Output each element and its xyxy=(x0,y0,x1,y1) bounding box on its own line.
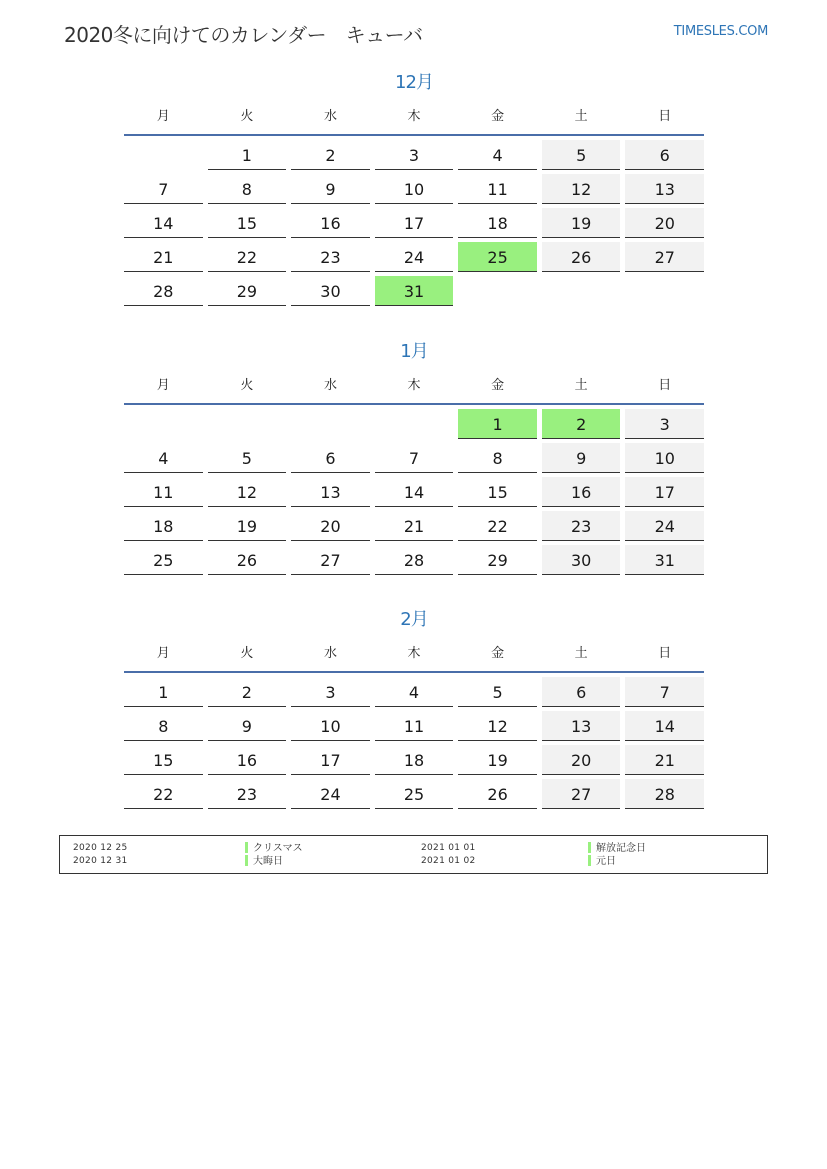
day-cell: 21 xyxy=(124,242,203,272)
day-cell: 5 xyxy=(458,677,537,707)
day-cell: 17 xyxy=(625,477,704,507)
day-cell: 14 xyxy=(625,711,704,741)
holiday-date: 2020 12 25 xyxy=(73,843,128,853)
week-row xyxy=(124,443,704,473)
day-cell: 18 xyxy=(124,511,203,541)
legend-row xyxy=(60,855,767,868)
day-cell: 6 xyxy=(542,677,621,707)
day-cell: 26 xyxy=(458,779,537,809)
month-title: 1月 xyxy=(400,341,428,362)
day-cell: 4 xyxy=(124,443,203,473)
week-row xyxy=(124,477,704,507)
day-cell: 24 xyxy=(625,511,704,541)
week-row xyxy=(124,677,704,707)
day-cell: 22 xyxy=(458,511,537,541)
day-cell: 9 xyxy=(208,711,287,741)
day-cell: 13 xyxy=(291,477,370,507)
week-row xyxy=(124,242,704,272)
day-cell: 5 xyxy=(208,443,287,473)
day-cell: 31 xyxy=(625,545,704,575)
day-cell: 16 xyxy=(208,745,287,775)
day-cell: 17 xyxy=(291,745,370,775)
day-cell: 10 xyxy=(291,711,370,741)
weekday-header xyxy=(124,641,704,673)
weekday-label: 月 xyxy=(156,109,170,124)
day-cell: 27 xyxy=(625,242,704,272)
day-cell: 26 xyxy=(208,545,287,575)
holiday-marker xyxy=(588,855,591,866)
day-cell: 19 xyxy=(208,511,287,541)
day-cell: 22 xyxy=(208,242,287,272)
day-cell: 3 xyxy=(625,409,704,439)
empty-day-cell xyxy=(625,276,704,306)
weekday-label: 土 xyxy=(574,646,588,661)
day-cell: 23 xyxy=(542,511,621,541)
holiday-date: 2020 12 31 xyxy=(73,856,128,866)
day-cell: 16 xyxy=(542,477,621,507)
day-cell: 29 xyxy=(208,276,287,306)
day-cell: 28 xyxy=(124,276,203,306)
day-cell: 11 xyxy=(124,477,203,507)
weekday-label: 木 xyxy=(407,646,421,661)
empty-day-cell xyxy=(458,276,537,306)
day-cell: 21 xyxy=(375,511,454,541)
day-cell: 10 xyxy=(375,174,454,204)
day-cell: 11 xyxy=(458,174,537,204)
day-cell: 30 xyxy=(542,545,621,575)
weekday-label: 水 xyxy=(323,646,337,661)
holiday-marker xyxy=(245,855,248,866)
day-cell: 9 xyxy=(291,174,370,204)
day-cell: 27 xyxy=(542,779,621,809)
week-row xyxy=(124,779,704,809)
day-cell: 19 xyxy=(542,208,621,238)
day-cell: 27 xyxy=(291,545,370,575)
day-cell: 31 xyxy=(375,276,454,306)
day-cell: 11 xyxy=(375,711,454,741)
day-cell: 22 xyxy=(124,779,203,809)
weekday-label: 月 xyxy=(156,378,170,393)
week-row xyxy=(124,276,704,306)
month-january xyxy=(124,339,704,579)
week-row xyxy=(124,409,704,439)
day-cell: 8 xyxy=(458,443,537,473)
day-cell: 12 xyxy=(542,174,621,204)
day-cell: 23 xyxy=(291,242,370,272)
weekday-label: 火 xyxy=(240,378,254,393)
day-cell: 4 xyxy=(375,677,454,707)
weekday-label: 火 xyxy=(240,646,254,661)
empty-day-cell xyxy=(208,409,287,439)
day-cell: 14 xyxy=(375,477,454,507)
weekday-label: 木 xyxy=(407,109,421,124)
day-cell: 8 xyxy=(208,174,287,204)
day-cell: 21 xyxy=(625,745,704,775)
day-cell: 24 xyxy=(291,779,370,809)
site-link[interactable]: TIMESLES.COM xyxy=(673,24,768,39)
day-grid xyxy=(124,409,704,575)
holiday-entry xyxy=(588,842,646,855)
day-cell: 28 xyxy=(625,779,704,809)
day-cell: 6 xyxy=(291,443,370,473)
weekday-label: 水 xyxy=(323,378,337,393)
weekday-label: 金 xyxy=(491,109,505,124)
week-row xyxy=(124,711,704,741)
day-cell: 28 xyxy=(375,545,454,575)
week-row xyxy=(124,140,704,170)
holiday-name: 元日 xyxy=(596,856,616,867)
weekday-label: 火 xyxy=(240,109,254,124)
day-cell: 23 xyxy=(208,779,287,809)
day-cell: 20 xyxy=(291,511,370,541)
holiday-name: 解放記念日 xyxy=(596,843,646,854)
day-cell: 20 xyxy=(542,745,621,775)
day-cell: 9 xyxy=(542,443,621,473)
month-title: 2月 xyxy=(400,609,428,630)
day-cell: 15 xyxy=(124,745,203,775)
holiday-legend xyxy=(59,835,768,874)
week-row xyxy=(124,745,704,775)
legend-row xyxy=(60,842,767,855)
holiday-date: 2021 01 01 xyxy=(421,843,476,853)
weekday-header xyxy=(124,373,704,405)
day-cell: 4 xyxy=(458,140,537,170)
empty-day-cell xyxy=(291,409,370,439)
day-grid xyxy=(124,677,704,809)
weekday-label: 月 xyxy=(156,646,170,661)
day-cell: 3 xyxy=(291,677,370,707)
page-title: 2020冬に向けてのカレンダー キューバ xyxy=(64,23,423,47)
week-row xyxy=(124,174,704,204)
day-cell: 2 xyxy=(208,677,287,707)
day-cell: 15 xyxy=(458,477,537,507)
day-cell: 30 xyxy=(291,276,370,306)
day-cell: 7 xyxy=(625,677,704,707)
weekday-label: 水 xyxy=(323,109,337,124)
weekday-label: 日 xyxy=(658,378,672,393)
week-row xyxy=(124,545,704,575)
empty-day-cell xyxy=(124,140,203,170)
empty-day-cell xyxy=(375,409,454,439)
empty-day-cell xyxy=(542,276,621,306)
month-february xyxy=(124,607,704,813)
day-cell: 6 xyxy=(625,140,704,170)
day-cell: 25 xyxy=(124,545,203,575)
day-cell: 1 xyxy=(208,140,287,170)
holiday-marker xyxy=(588,842,591,853)
day-cell: 7 xyxy=(375,443,454,473)
day-cell: 15 xyxy=(208,208,287,238)
week-row xyxy=(124,511,704,541)
weekday-label: 日 xyxy=(658,109,672,124)
day-cell: 10 xyxy=(625,443,704,473)
month-december xyxy=(124,70,704,310)
day-cell: 2 xyxy=(542,409,621,439)
holiday-entry xyxy=(588,855,616,868)
day-cell: 26 xyxy=(542,242,621,272)
weekday-label: 土 xyxy=(574,109,588,124)
day-cell: 13 xyxy=(625,174,704,204)
day-cell: 16 xyxy=(291,208,370,238)
day-cell: 18 xyxy=(375,745,454,775)
day-cell: 2 xyxy=(291,140,370,170)
day-cell: 8 xyxy=(124,711,203,741)
day-cell: 14 xyxy=(124,208,203,238)
weekday-label: 木 xyxy=(407,378,421,393)
day-cell: 13 xyxy=(542,711,621,741)
day-cell: 7 xyxy=(124,174,203,204)
weekday-header xyxy=(124,104,704,136)
day-cell: 20 xyxy=(625,208,704,238)
day-cell: 12 xyxy=(208,477,287,507)
holiday-entry xyxy=(245,842,303,855)
day-grid xyxy=(124,140,704,306)
holiday-name: 大晦日 xyxy=(253,856,283,867)
day-cell: 1 xyxy=(458,409,537,439)
day-cell: 3 xyxy=(375,140,454,170)
holiday-date: 2021 01 02 xyxy=(421,856,476,866)
day-cell: 25 xyxy=(458,242,537,272)
day-cell: 1 xyxy=(124,677,203,707)
holiday-entry xyxy=(245,855,283,868)
day-cell: 25 xyxy=(375,779,454,809)
weekday-label: 金 xyxy=(491,646,505,661)
weekday-label: 土 xyxy=(574,378,588,393)
week-row xyxy=(124,208,704,238)
day-cell: 18 xyxy=(458,208,537,238)
day-cell: 19 xyxy=(458,745,537,775)
month-title: 12月 xyxy=(395,72,433,93)
empty-day-cell xyxy=(124,409,203,439)
day-cell: 24 xyxy=(375,242,454,272)
weekday-label: 金 xyxy=(491,378,505,393)
weekday-label: 日 xyxy=(658,646,672,661)
day-cell: 17 xyxy=(375,208,454,238)
day-cell: 29 xyxy=(458,545,537,575)
holiday-marker xyxy=(245,842,248,853)
day-cell: 12 xyxy=(458,711,537,741)
holiday-name: クリスマス xyxy=(253,843,303,854)
day-cell: 5 xyxy=(542,140,621,170)
